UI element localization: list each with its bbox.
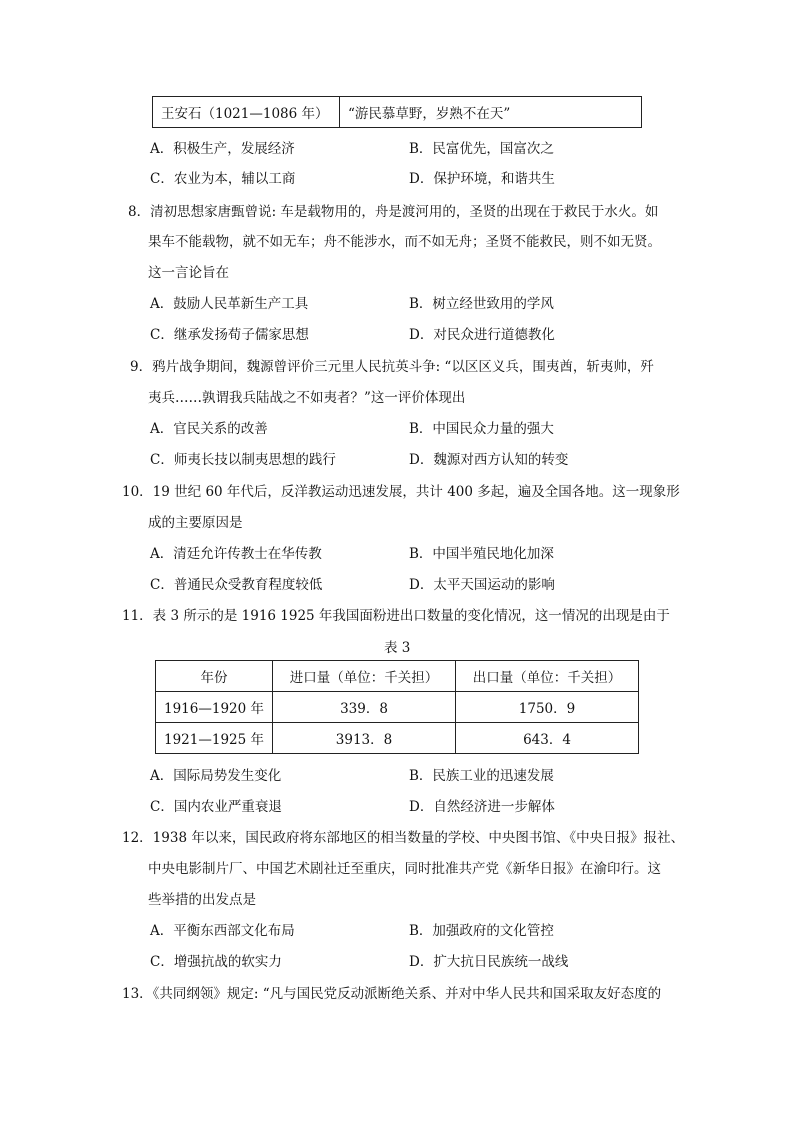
q11-option-c: C．国内农业严重衰退 (150, 799, 282, 815)
table-cell: 1921—1925 年 (156, 723, 273, 754)
q9-stem-line: 夷兵……孰谓我兵陆战之不如夷者？”这一评价体现出 (148, 390, 466, 406)
table-cell: 1750．9 (456, 692, 639, 723)
table-header-cell: 进口量（单位：千关担） (273, 661, 456, 692)
q12-option-b: B．加强政府的文化管控 (409, 923, 554, 939)
q7-option-d: D．保护环境，和谐共生 (409, 171, 555, 187)
q11-option-a: A．国际局势发生变化 (150, 768, 282, 784)
q9-option-a: A．官民关系的改善 (150, 421, 268, 437)
q10-option-d: D．太平天国运动的影响 (409, 577, 555, 593)
table-row (156, 692, 639, 723)
q12-stem-line: 些举措的出发点是 (148, 892, 256, 908)
flour-trade-table (155, 660, 639, 754)
q13-stem-line: 13．《共同纲领》规定: “凡与国民党反动派断绝关系、并对中华人民共和国采取友好态度的 (122, 986, 662, 1002)
q12-option-c: C．增强抗战的软实力 (150, 954, 282, 970)
table-caption: 表 3 (384, 640, 411, 656)
table-header-row (156, 661, 639, 692)
table-header-cell: 年份 (156, 661, 273, 692)
q9-option-c: C．师夷长技以制夷思想的践行 (150, 452, 336, 468)
q11-option-b: B．民族工业的迅速发展 (409, 768, 554, 784)
q12-option-a: A．平衡东西部文化布局 (150, 923, 295, 939)
table-cell: 339．8 (273, 692, 456, 723)
table-cell: 3913．8 (273, 723, 456, 754)
q8-option-a: A．鼓励人民革新生产工具 (150, 296, 309, 312)
q10-option-b: B．中国半殖民地化加深 (409, 546, 554, 562)
table-header-cell: 出口量（单位：千关担） (456, 661, 639, 692)
q9-option-d: D．魏源对西方认知的转变 (409, 452, 569, 468)
q8-stem-line: 果车不能载物，就不如无车；舟不能涉水，而不如无舟；圣贤不能救民，则不如无贤。 (148, 234, 661, 250)
table-cell: “游民慕草野，岁熟不在天” (340, 97, 642, 128)
table-cell: 643．4 (456, 723, 639, 754)
q11-stem-line: 11．表 3 所示的是 1916 1925 年我国面粉进出口数量的变化情况，这一情况的出现是由于 (122, 608, 670, 624)
q12-stem-line: 12．1938 年以来，国民政府将东部地区的相当数量的学校、中央图书馆、《中央日报》报社、 (122, 830, 685, 846)
q11-option-d: D．自然经济进一步解体 (409, 799, 555, 815)
q7-option-b: B．民富优先，国富次之 (409, 141, 554, 157)
quote-table (152, 96, 642, 128)
q7-option-a: A．积极生产，发展经济 (150, 141, 295, 157)
q12-stem-line: 中央电影制片厂、中国艺术剧社迁至重庆，同时批准共产党《新华日报》在渝印行。这 (148, 861, 661, 877)
q9-stem-line: 9．鸦片战争期间，魏源曾评价三元里人民抗英斗争: “以区区义兵，围夷酋，斩夷帅，歼 (130, 359, 654, 375)
table-row (153, 97, 642, 128)
q8-stem-line: 8．清初思想家唐甄曾说: 车是载物用的，舟是渡河用的，圣贤的出现在于救民于水火。如 (128, 204, 659, 220)
q10-option-c: C．普通民众受教育程度较低 (150, 577, 323, 593)
q8-stem-line: 这一言论旨在 (148, 265, 229, 281)
q12-option-d: D．扩大抗日民族统一战线 (409, 954, 569, 970)
table-row (156, 723, 639, 754)
q9-option-b: B．中国民众力量的强大 (409, 421, 554, 437)
q10-stem-line: 10．19 世纪 60 年代后，反洋教运动迅速发展，共计 400 多起，遍及全国各地。这一现象形 (122, 484, 680, 500)
q8-option-d: D．对民众进行道德教化 (409, 327, 555, 343)
table-cell: 1916—1920 年 (156, 692, 273, 723)
q8-option-c: C．继承发扬荀子儒家思想 (150, 327, 309, 343)
q8-option-b: B．树立经世致用的学风 (409, 296, 554, 312)
table-cell: 王安石（1021—1086 年） (153, 97, 340, 128)
q10-option-a: A．清廷允许传教士在华传教 (150, 546, 322, 562)
q7-option-c: C．农业为本，辅以工商 (150, 171, 296, 187)
q10-stem-line: 成的主要原因是 (148, 515, 243, 531)
